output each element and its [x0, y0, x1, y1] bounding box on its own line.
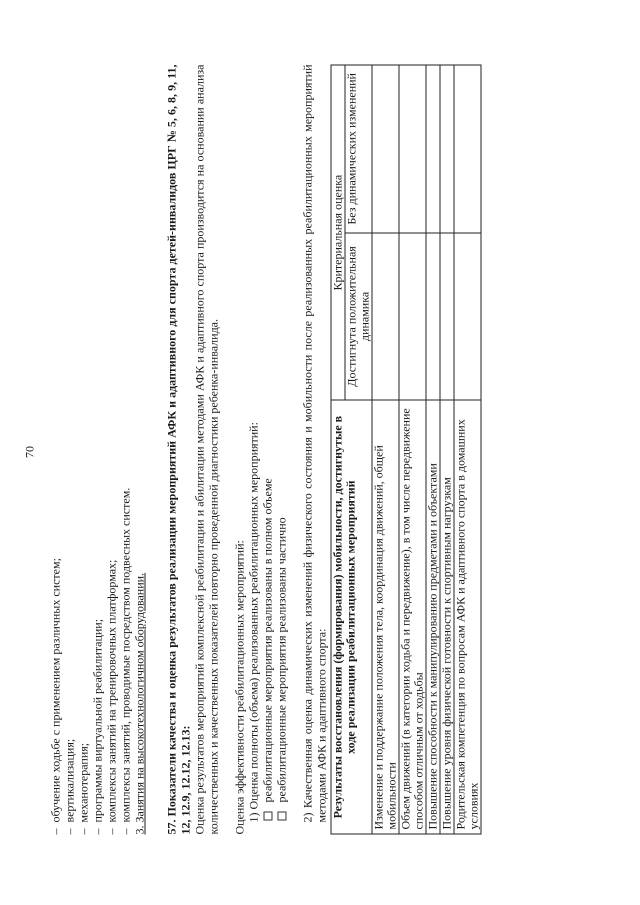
no-changes-header: Без динамических изменений — [345, 65, 372, 233]
table-cell-empty — [399, 233, 426, 401]
table-header-row — [331, 65, 345, 834]
list-item: – обучение ходьбе с применением различных систем; — [49, 65, 63, 835]
section-heading: 57. Показатели качества и оценка результатов реализации мероприятий АФК и адаптивного для спорта детей-инвалидов ЦРГ № 5, 6, 8, 9, 11, 12, 12.9, 12.12, 12.13: — [164, 64, 193, 835]
table-row — [440, 65, 454, 834]
criteria-table — [331, 65, 482, 835]
list-item: – комплексы занятий на тренировочных платформах; — [105, 65, 119, 835]
efficiency-title: Оценка эффективности реабилитационных мероприятий: — [232, 540, 247, 835]
list-item: – вертикализация; — [63, 65, 77, 835]
checkbox-icon — [264, 812, 273, 821]
table-cell: Повышение уровня физической готовности к спортивным нагрузкам — [440, 400, 454, 834]
document-page — [1, 0, 640, 905]
checkbox-item — [275, 65, 289, 835]
table-cell-empty — [440, 233, 454, 401]
point-2: 2) Качественная оценка динамических изменений физического состояния и мобильности после реализованных реабилитационных мероприятий методами АФК и адаптивного спорта: — [300, 64, 329, 823]
criteria-header: Критериальная оценка — [331, 65, 345, 400]
point-1: 1) Оценка полноты (объема) реализованных реабилитационных мероприятий: — [246, 422, 261, 823]
positive-dynamics-header: Достигнута положительная динамика — [345, 233, 372, 401]
checkbox-icon — [278, 812, 287, 821]
page-number: 70 — [22, 446, 37, 458]
table-cell-empty — [454, 233, 481, 401]
table-cell-empty — [399, 65, 426, 233]
list-item: – программы виртуальной реабилитации; — [91, 65, 105, 835]
table-cell-empty — [372, 233, 399, 401]
assessment-paragraph: Оценка результатов мероприятий комплексной реабилитации и абилитации методами АФК и адаптивного спорта производится на основании анализа количественных и качественных показателей повторно проведенной диагностики ребенка-инвалида. — [192, 64, 221, 835]
list-item: – механотерапия; — [77, 65, 91, 835]
main-column-header: Результаты восстановления (формирования) мобильности, достигнутые в ходе реализации реабилитационных мероприятий — [331, 400, 372, 834]
list-item: – комплексы занятий, проводимые посредством подвесных систем. — [119, 65, 133, 835]
table-cell-empty — [426, 65, 440, 233]
table-row — [372, 65, 399, 834]
table-cell-empty — [426, 233, 440, 401]
table-cell-empty — [454, 65, 481, 233]
document-body — [49, 65, 482, 835]
table-cell: Родительская компетенция по вопросам АФК и адаптивного спорта в домашних условиях — [454, 400, 481, 834]
table-cell: Повышение способности к манипулированию предметами и объектами — [426, 400, 440, 834]
table-cell-empty — [372, 65, 399, 233]
table-cell-empty — [440, 65, 454, 233]
checkbox-item — [261, 65, 275, 835]
checkbox-label: реабилитационные мероприятия реализованы в полном объеме — [260, 478, 275, 803]
table-cell: Объем движений (в категории ходьба и передвижение), в том числе передвижение способом отличным от ходьбы — [399, 400, 426, 834]
item-3-equipment: 3. Занятия на высокотехнологичном оборудовании. — [132, 572, 147, 835]
checkbox-label: реабилитационные мероприятия реализованы частично — [274, 517, 289, 803]
table-row — [399, 65, 426, 834]
table-row — [454, 65, 481, 834]
table-cell: Изменение и поддержание положения тела, координация движений, общей мобильности — [372, 400, 399, 834]
table-row — [426, 65, 440, 834]
